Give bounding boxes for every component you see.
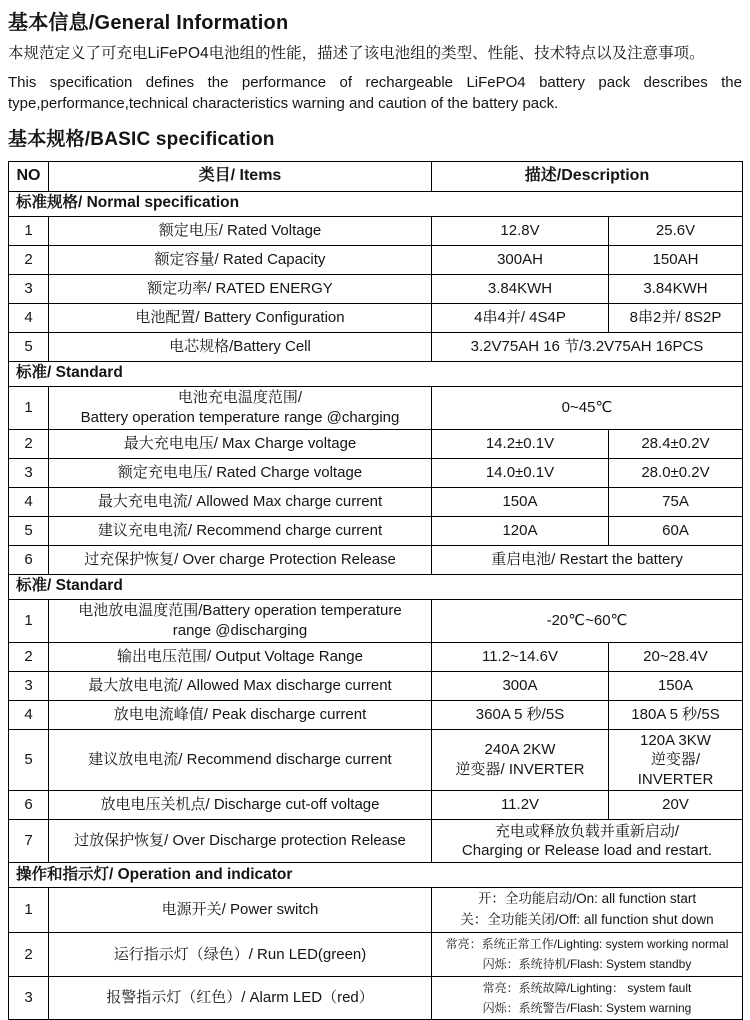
cell-no: 3 bbox=[9, 671, 49, 700]
cell-line: 120A bbox=[502, 521, 538, 539]
page-title: 基本信息/General Information bbox=[8, 12, 289, 34]
cell-value-1 bbox=[432, 458, 609, 487]
cell-line: 逆变器/ INVERTER bbox=[455, 760, 585, 778]
cell-description bbox=[432, 888, 743, 933]
cell-line: 开：全功能启动/On: all function start bbox=[477, 891, 697, 907]
specification-table bbox=[8, 161, 743, 1020]
cell-value-2 bbox=[609, 791, 743, 820]
cell-item bbox=[49, 332, 432, 361]
cell-item bbox=[49, 729, 432, 791]
cell-line: 14.2±0.1V bbox=[485, 434, 555, 452]
section-header-row bbox=[9, 863, 743, 888]
cell-line: Charging or Release load and restart. bbox=[461, 842, 713, 860]
cell-no: 5 bbox=[9, 516, 49, 545]
section-header-row bbox=[9, 361, 743, 386]
cell-line: 电池充电温度范围/ bbox=[177, 389, 303, 407]
cell-line: 12.8V bbox=[500, 221, 540, 239]
cell-line: 240A 2KW bbox=[484, 741, 556, 759]
cell-line: 常亮：系统正常工作/Lighting: system working normal bbox=[445, 936, 729, 951]
section-title: 操作和指示灯/ Operation and indicator bbox=[9, 863, 743, 888]
cell-line: 重启电池/ Restart the battery bbox=[491, 550, 683, 568]
cell-item bbox=[49, 516, 432, 545]
cell-item bbox=[49, 274, 432, 303]
cell-line: 3.84KWH bbox=[643, 279, 708, 297]
cell-value-1 bbox=[432, 729, 609, 791]
cell-line: 放电电压关机点/ Discharge cut-off voltage bbox=[100, 796, 380, 814]
cell-no: 1 bbox=[9, 599, 49, 642]
cell-no: 5 bbox=[9, 729, 49, 791]
table-row bbox=[9, 700, 743, 729]
table-row bbox=[9, 332, 743, 361]
table-row bbox=[9, 245, 743, 274]
cell-line: 4串4并/ 4S4P bbox=[474, 308, 566, 326]
cell-line: 电源开关/ Power switch bbox=[161, 901, 319, 919]
cell-no: 1 bbox=[9, 216, 49, 245]
cell-value-1 bbox=[432, 516, 609, 545]
cell-item bbox=[49, 545, 432, 574]
table-row bbox=[9, 932, 743, 976]
cell-line: 最大充电电流/ Allowed Max charge current bbox=[97, 492, 383, 510]
cell-line: 报警指示灯（红色）/ Alarm LED（red） bbox=[106, 989, 374, 1007]
cell-line: 11.2V bbox=[500, 796, 540, 814]
cell-value-1 bbox=[432, 791, 609, 820]
cell-line: 120A 3KW bbox=[640, 731, 711, 749]
cell-description bbox=[432, 820, 743, 863]
cell-description bbox=[432, 976, 743, 1020]
header-items: 类目/ Items bbox=[49, 161, 432, 191]
table-row bbox=[9, 820, 743, 863]
cell-item bbox=[49, 599, 432, 642]
cell-value-1 bbox=[432, 700, 609, 729]
section-title: 标准/ Standard bbox=[9, 361, 743, 386]
cell-line: 输出电压范围/ Output Voltage Range bbox=[117, 647, 363, 665]
cell-no: 3 bbox=[9, 976, 49, 1020]
cell-no: 4 bbox=[9, 700, 49, 729]
cell-description bbox=[432, 332, 743, 361]
cell-no: 6 bbox=[9, 545, 49, 574]
cell-line: -20℃~60℃ bbox=[546, 611, 628, 629]
cell-line: 3.84KWH bbox=[487, 279, 553, 297]
cell-line: 建议充电电流/ Recommend charge current bbox=[97, 521, 383, 539]
cell-value-2 bbox=[609, 642, 743, 671]
cell-value-2 bbox=[609, 216, 743, 245]
cell-item bbox=[49, 820, 432, 863]
cell-item bbox=[49, 458, 432, 487]
cell-value-2 bbox=[609, 487, 743, 516]
cell-line: 常亮：系统故障/Lighting： system fault bbox=[482, 980, 692, 995]
section-title: 标准规格/ Normal specification bbox=[9, 191, 743, 216]
cell-item bbox=[49, 303, 432, 332]
cell-value-2 bbox=[609, 729, 743, 791]
cell-line: 电池配置/ Battery Configuration bbox=[135, 308, 345, 326]
table-header-row bbox=[9, 161, 743, 191]
cell-value-2 bbox=[609, 429, 743, 458]
table-row bbox=[9, 429, 743, 458]
cell-line: 过充保护恢复/ Over charge Protection Release bbox=[84, 550, 396, 568]
cell-no: 2 bbox=[9, 642, 49, 671]
cell-line: 28.0±0.2V bbox=[641, 463, 710, 481]
cell-line: 28.4±0.2V bbox=[641, 434, 710, 452]
cell-line: 20~28.4V bbox=[643, 647, 708, 665]
intro-paragraph-english: This specification defines the performance of rechargeable LiFePO4 battery pack describes the type,performance,technical characteristics warning and caution of the battery pack. bbox=[8, 73, 742, 113]
cell-no: 4 bbox=[9, 487, 49, 516]
cell-line: 360A 5 秒/5S bbox=[475, 705, 565, 723]
table-row bbox=[9, 303, 743, 332]
cell-item bbox=[49, 671, 432, 700]
table-row bbox=[9, 791, 743, 820]
cell-item bbox=[49, 245, 432, 274]
cell-line: 额定容量/ Rated Capacity bbox=[154, 250, 326, 268]
table-row bbox=[9, 976, 743, 1020]
cell-line: 最大充电电压/ Max Charge voltage bbox=[123, 434, 357, 452]
cell-line: Battery operation temperature range @charging bbox=[80, 408, 400, 426]
cell-description bbox=[432, 386, 743, 429]
cell-line: 150A bbox=[657, 676, 694, 694]
cell-line: 150AH bbox=[652, 250, 699, 268]
header-description: 描述/Description bbox=[432, 161, 743, 191]
table-row bbox=[9, 487, 743, 516]
cell-line: 300A bbox=[502, 676, 538, 694]
cell-line: 充电或释放负载并重新启动/ bbox=[494, 822, 680, 840]
cell-line: 额定充电电压/ Rated Charge voltage bbox=[117, 463, 363, 481]
table-row bbox=[9, 545, 743, 574]
cell-line: 180A 5 秒/5S bbox=[631, 705, 720, 723]
cell-no: 6 bbox=[9, 791, 49, 820]
table-row bbox=[9, 888, 743, 933]
cell-no: 1 bbox=[9, 386, 49, 429]
table-row bbox=[9, 274, 743, 303]
cell-no: 7 bbox=[9, 820, 49, 863]
table-row bbox=[9, 516, 743, 545]
table-row bbox=[9, 458, 743, 487]
cell-line: range @discharging bbox=[172, 621, 308, 639]
cell-value-2 bbox=[609, 516, 743, 545]
cell-line: 关：全功能关闭/Off: all function shut down bbox=[460, 911, 714, 927]
cell-no: 4 bbox=[9, 303, 49, 332]
cell-item bbox=[49, 487, 432, 516]
cell-line: 8串2并/ 8S2P bbox=[629, 308, 722, 326]
cell-line: 额定电压/ Rated Voltage bbox=[158, 221, 322, 239]
cell-line: 逆变器/ INVERTER bbox=[637, 751, 714, 788]
cell-line: 运行指示灯（绿色）/ Run LED(green) bbox=[113, 945, 367, 963]
cell-value-1 bbox=[432, 429, 609, 458]
cell-value-1 bbox=[432, 245, 609, 274]
cell-item bbox=[49, 386, 432, 429]
table-row bbox=[9, 599, 743, 642]
cell-item bbox=[49, 642, 432, 671]
cell-value-2 bbox=[609, 700, 743, 729]
cell-value-2 bbox=[609, 458, 743, 487]
cell-line: 75A bbox=[662, 492, 689, 510]
cell-line: 最大放电电流/ Allowed Max discharge current bbox=[88, 676, 392, 694]
cell-line: 3.2V75AH 16 节/3.2V75AH 16PCS bbox=[470, 337, 704, 355]
cell-value-2 bbox=[609, 303, 743, 332]
cell-item bbox=[49, 216, 432, 245]
cell-line: 20V bbox=[662, 796, 689, 814]
cell-item bbox=[49, 932, 432, 976]
cell-item bbox=[49, 976, 432, 1020]
cell-line: 150A bbox=[502, 492, 538, 510]
cell-value-2 bbox=[609, 274, 743, 303]
cell-item bbox=[49, 700, 432, 729]
cell-line: 电芯规格/Battery Cell bbox=[169, 337, 311, 355]
table-row bbox=[9, 642, 743, 671]
cell-no: 1 bbox=[9, 888, 49, 933]
cell-description bbox=[432, 932, 743, 976]
section-header-row bbox=[9, 574, 743, 599]
cell-no: 2 bbox=[9, 932, 49, 976]
table-row bbox=[9, 671, 743, 700]
cell-item bbox=[49, 888, 432, 933]
spec-table-body bbox=[9, 161, 743, 1020]
cell-value-1 bbox=[432, 216, 609, 245]
cell-description bbox=[432, 545, 743, 574]
table-row bbox=[9, 729, 743, 791]
section-title: 标准/ Standard bbox=[9, 574, 743, 599]
cell-line: 0~45℃ bbox=[561, 398, 613, 416]
cell-description bbox=[432, 599, 743, 642]
cell-no: 5 bbox=[9, 332, 49, 361]
cell-value-1 bbox=[432, 671, 609, 700]
cell-no: 3 bbox=[9, 458, 49, 487]
table-row bbox=[9, 386, 743, 429]
cell-line: 14.0±0.1V bbox=[485, 463, 555, 481]
section-header-row bbox=[9, 191, 743, 216]
intro-paragraph-chinese: 本规范定义了可充电LiFePO4电池组的性能，描述了该电池组的类型、性能、技术特点以及注意事项。 bbox=[8, 45, 705, 62]
cell-no: 3 bbox=[9, 274, 49, 303]
table-row bbox=[9, 216, 743, 245]
cell-line: 11.2~14.6V bbox=[481, 647, 559, 665]
cell-line: 60A bbox=[662, 521, 689, 539]
cell-line: 闪烁：系统待机/Flash: System standby bbox=[482, 957, 692, 972]
cell-line: 过放保护恢复/ Over Discharge protection Release bbox=[74, 832, 406, 850]
cell-no: 2 bbox=[9, 429, 49, 458]
cell-line: 闪烁：系统警告/Flash: System warning bbox=[482, 1001, 692, 1016]
cell-no: 2 bbox=[9, 245, 49, 274]
cell-value-1 bbox=[432, 303, 609, 332]
cell-value-2 bbox=[609, 671, 743, 700]
cell-item bbox=[49, 791, 432, 820]
cell-value-2 bbox=[609, 245, 743, 274]
cell-line: 额定功率/ RATED ENERGY bbox=[147, 279, 333, 297]
cell-line: 放电电流峰值/ Peak discharge current bbox=[113, 705, 367, 723]
cell-line: 建议放电电流/ Recommend discharge current bbox=[88, 751, 392, 769]
cell-line: 25.6V bbox=[655, 221, 696, 239]
cell-value-1 bbox=[432, 274, 609, 303]
cell-value-1 bbox=[432, 642, 609, 671]
header-no: NO bbox=[9, 161, 49, 191]
cell-line: 电池放电温度范围/Battery operation temperature bbox=[78, 602, 402, 620]
cell-item bbox=[49, 429, 432, 458]
cell-line: 300AH bbox=[497, 250, 543, 268]
basic-specification-heading: 基本规格/BASIC specification bbox=[8, 128, 275, 150]
cell-value-1 bbox=[432, 487, 609, 516]
